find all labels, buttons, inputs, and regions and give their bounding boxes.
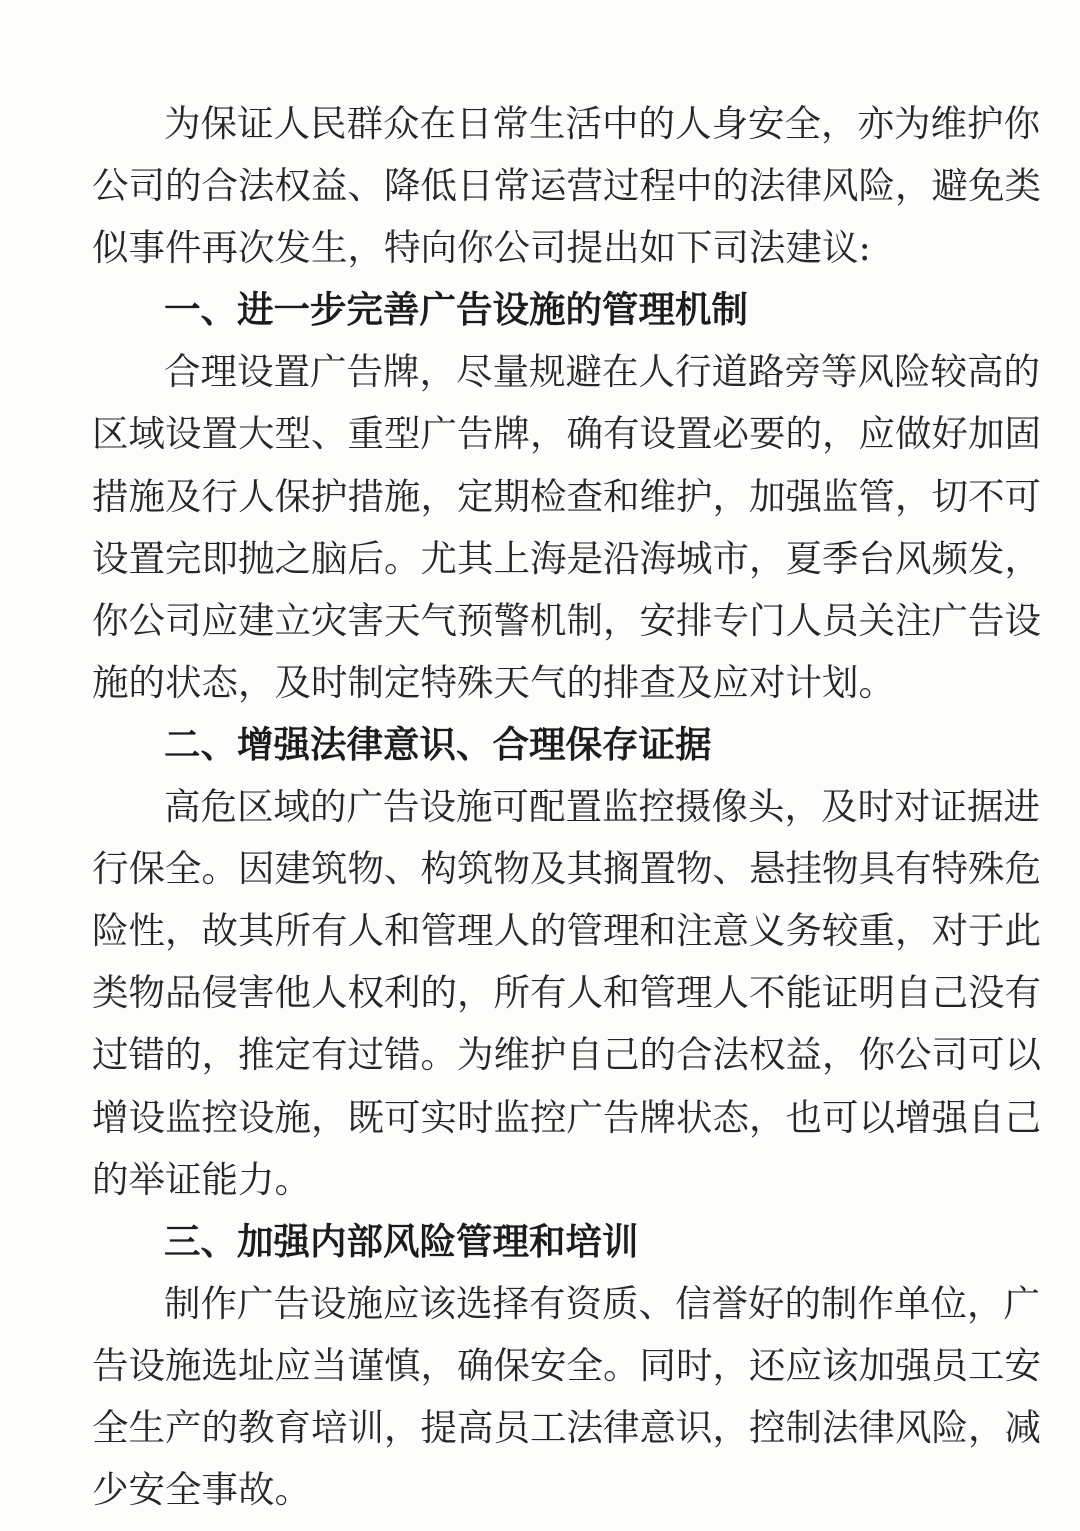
section-1-line: 措施及行人保护措施，定期检查和维护，加强监管，切不可 [92,474,1041,518]
intro-line: 似事件再次发生，特向你公司提出如下司法建议: [92,226,871,270]
section-2-line: 类物品侵害他人权利的，所有人和管理人不能证明自己没有 [92,971,1041,1015]
document-body [92,93,1041,1521]
section-heading-3: 三、加强内部风险管理和培训 [164,1219,639,1263]
intro-line: 为保证人民群众在日常生活中的人身安全，亦为维护你 [164,102,1040,145]
section-3-line: 全生产的教育培训，提高员工法律意识，控制法律风险，减 [92,1405,1041,1449]
section-1-line: 施的状态，及时制定特殊天气的排查及应对计划。 [92,660,895,704]
section-3-line: 告设施选址应当谨慎，确保安全。同时，还应该加强员工安 [92,1343,1041,1387]
section-3-line: 制作广告设施应该选择有资质、信誉好的制作单位，广 [164,1281,1040,1325]
section-heading-1: 一、进一步完善广告设施的管理机制 [164,288,748,332]
section-2-line: 增设监控设施，既可实时监控广告牌状态，也可以增强自己 [92,1095,1041,1139]
section-2-line: 的举证能力。 [92,1157,311,1201]
section-3-line: 少安全事故。 [92,1468,311,1512]
section-1-line: 合理设置广告牌，尽量规避在人行道路旁等风险较高的 [164,350,1040,394]
section-1-line: 区域设置大型、重型广告牌，确有设置必要的，应做好加固 [92,412,1041,456]
section-1-line: 你公司应建立灾害天气预警机制，安排专门人员关注广告设 [92,598,1041,642]
section-2-line: 险性，故其所有人和管理人的管理和注意义务较重，对于此 [92,909,1041,953]
intro-line: 公司的合法权益、降低日常运营过程中的法律风险，避免类 [92,164,1041,208]
section-heading-2: 二、增强法律意识、合理保存证据 [164,722,712,766]
section-2-line: 行保全。因建筑物、构筑物及其搁置物、悬挂物具有特殊危 [92,847,1041,891]
section-1-line: 设置完即抛之脑后。尤其上海是沿海城市，夏季台风频发， [92,536,1041,580]
section-2-line: 过错的，推定有过错。为维护自己的合法权益，你公司可以 [92,1033,1041,1077]
section-2-line: 高危区域的广告设施可配置监控摄像头，及时对证据进 [164,785,1040,829]
